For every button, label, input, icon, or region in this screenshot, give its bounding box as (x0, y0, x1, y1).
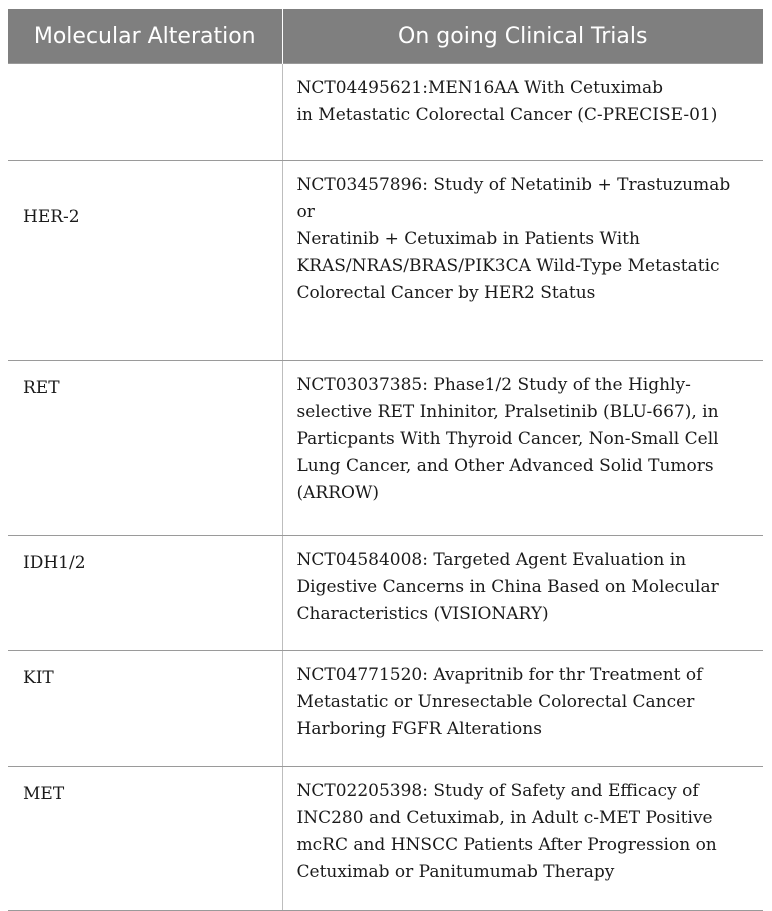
clinical-trials-table-container (8, 9, 763, 911)
trial-text-line: in Metastatic Colorectal Cancer (C-PRECISE-01) (296, 105, 718, 125)
clinical-trials-table (8, 9, 763, 911)
alteration-cell: MET (8, 767, 282, 911)
trial-text-line: KRAS/NRAS/BRAS/PIK3CA Wild-Type Metastatic (296, 256, 720, 276)
trial-text-line: Characteristics (VISIONARY) (296, 604, 549, 624)
trial-cell (282, 536, 763, 651)
trial-text-line: Harboring FGFR Alterations (296, 719, 542, 739)
trial-text-line: Colorectal Cancer by HER2 Status (296, 283, 596, 303)
table-row (8, 651, 763, 767)
trial-cell (282, 161, 763, 361)
trial-text-line: Metastatic or Unresectable Colorectal Cancer (296, 692, 695, 712)
trial-text-line: Neratinib + Cetuximab in Patients With (296, 229, 640, 249)
table-row (8, 536, 763, 651)
trial-text-line: Cetuximab or Panitumumab Therapy (296, 862, 615, 882)
alteration-cell: HER-2 (8, 161, 282, 361)
trial-text-line: Digestive Cancerns in China Based on Molecular (296, 577, 719, 597)
alteration-cell: RET (8, 361, 282, 536)
trial-text-line: NCT04495621:MEN16AA With Cetuximab (296, 78, 664, 98)
alteration-cell (8, 64, 282, 161)
trial-cell (282, 767, 763, 911)
trial-text-line: Lung Cancer, and Other Advanced Solid Tumors (296, 456, 714, 476)
trial-cell (282, 64, 763, 161)
header-molecular-alteration: Molecular Alteration (8, 9, 282, 64)
header-clinical-trials: On going Clinical Trials (282, 9, 763, 64)
trial-text-line: NCT02205398: Study of Safety and Efficacy of (296, 781, 699, 801)
table-body (8, 64, 763, 911)
trial-text-line: NCT03037385: Phase1/2 Study of the Highly- (296, 375, 691, 395)
trial-text-line: (ARROW) (296, 483, 380, 503)
trial-text-line: NCT04771520: Avapritnib for thr Treatment of (296, 665, 703, 685)
table-row (8, 161, 763, 361)
trial-text-line: selective RET Inhinitor, Pralsetinib (BLU-667), in (296, 402, 719, 422)
table-row (8, 361, 763, 536)
trial-cell (282, 361, 763, 536)
alteration-cell: IDH1/2 (8, 536, 282, 651)
trial-text-line: or (296, 202, 315, 222)
table-row (8, 64, 763, 161)
trial-cell (282, 651, 763, 767)
trial-text-line: INC280 and Cetuximab, in Adult c-MET Positive (296, 808, 713, 828)
alteration-cell: KIT (8, 651, 282, 767)
trial-text-line: NCT04584008: Targeted Agent Evaluation in (296, 550, 687, 570)
trial-text-line: NCT03457896: Study of Netatinib + Trastuzumab (296, 175, 731, 195)
header-row (8, 9, 763, 64)
trial-text-line: Particpants With Thyroid Cancer, Non-Small Cell (296, 429, 719, 449)
table-header (8, 9, 763, 64)
trial-text-line: mcRC and HNSCC Patients After Progression on (296, 835, 717, 855)
table-row (8, 767, 763, 911)
